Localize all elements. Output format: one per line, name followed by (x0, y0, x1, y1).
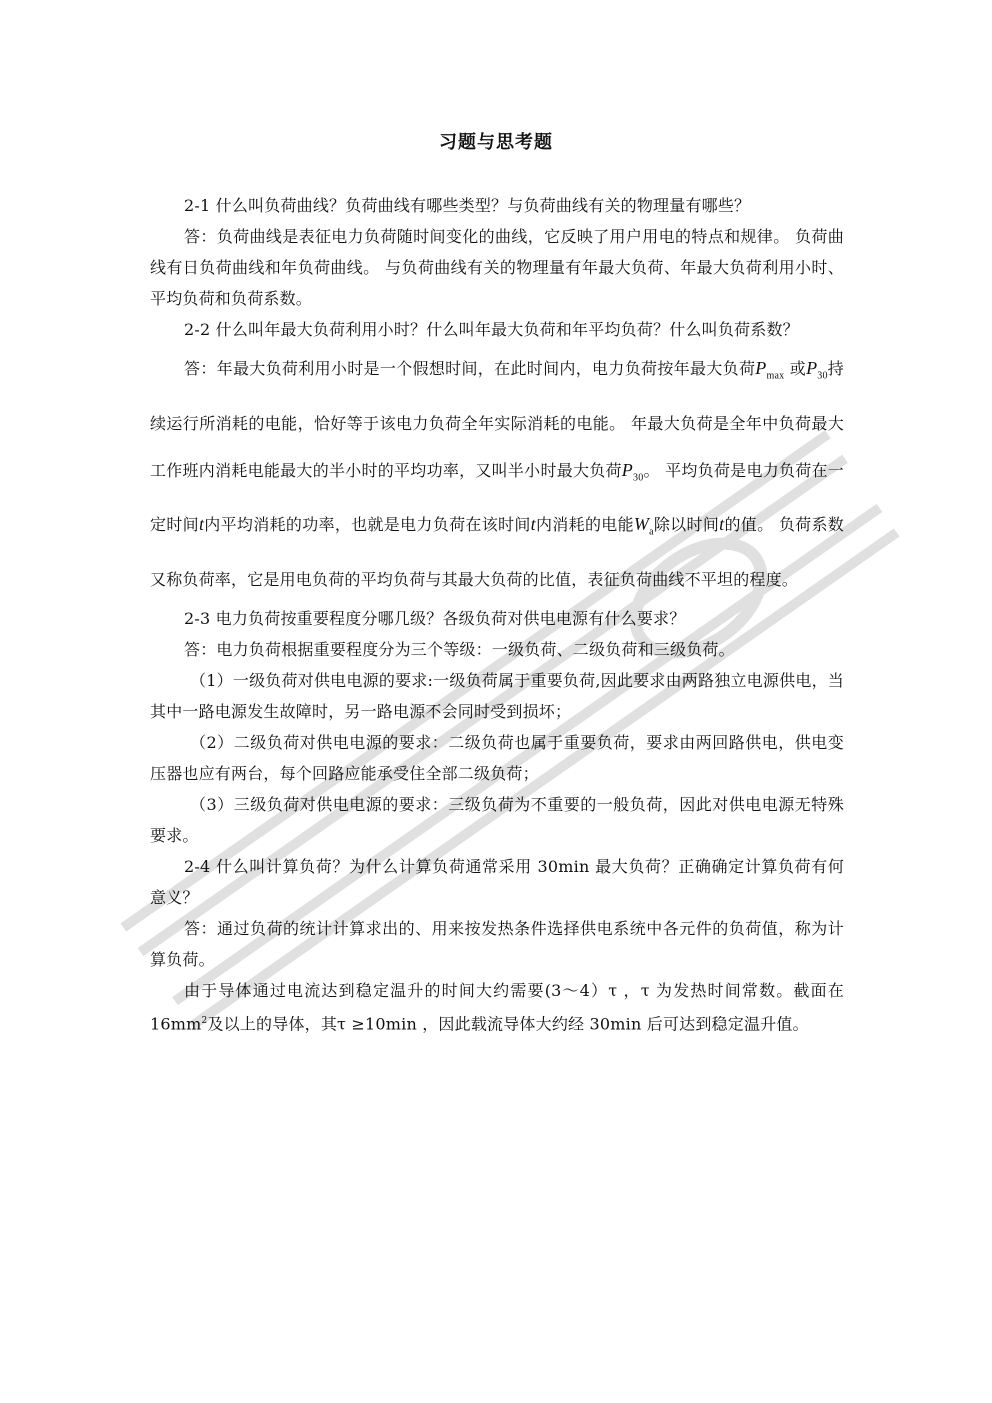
answer-2-3: 答：电力负荷根据重要程度分为三个等级：一级负荷、二级负荷和三级负荷。 (184, 639, 735, 659)
question-2-4: 2-4 什么叫计算负荷？为什么计算负荷通常采用 30min 最大负荷？正确确定计算负荷有何意义？ (150, 856, 844, 907)
wa-symbol: $W_a$ (633, 514, 654, 538)
pmax-symbol: $P_{max}$ (755, 358, 785, 382)
page-title: 习题与思考题 (439, 132, 553, 153)
question-2-3: 2-3 电力负荷按重要程度分哪几级？各级负荷对供电电源有什么要求？ (184, 608, 686, 628)
answer-2-3-item-2: （2）二级负荷对供电电源的要求：二级负荷也属于重要负荷，要求由两回路供电，供电变压器也应有两台，每个回路应能承受住全部二级负荷； (150, 732, 844, 783)
p30-symbol: $P_{30}$ (806, 358, 828, 382)
answer-2-3-item-3: （3）三级负荷对供电电源的要求：三级负荷为不重要的一般负荷，因此对供电电源无特殊要求。 (150, 794, 844, 845)
answer-2-4: 答：通过负荷的统计计算求出的、用来按发热条件选择供电系统中各元件的负荷值，称为计算负荷。 (150, 918, 844, 969)
question-2-2: 2-2 什么叫年最大负荷利用小时？什么叫年最大负荷和年平均负荷？什么叫负荷系数？ (184, 320, 799, 339)
answer-2-3-item-1: （1）一级负荷对供电电源的要求:一级负荷属于重要负荷,因此要求由两路独立电源供电，当其中一路电源发生故障时，另一路电源不会同时受到损坏； (150, 670, 844, 721)
answer-2-2: 答：年最大负荷利用小时是一个假想时间，在此时间内，电力负荷按年最大负荷$P_{max}$ 或$P_{30}$持续运行所消耗的电能，恰好等于该电力负荷全年实际消耗的电能。 年最大负荷是全年中负荷最大工作班内消耗电能最大的半小时的平均功率，又叫半小时最大负荷$P_{30}$。 平均负荷是电力负荷在一定时间t内平均消耗的功率，也就是电力负荷在该时间t内消耗的电能$W_a$除以时间t的值。 负荷系数又称负荷率，它是用电负荷的平均负荷与其最大负荷的比值，表征负荷曲线不平坦的程度。 (150, 358, 844, 589)
answer-2-1: 答：负荷曲线是表征电力负荷随时间变化的曲线，它反映了用户用电的特点和规律。 负荷曲线有日负荷曲线和年负荷曲线。 与负荷曲线有关的物理量有年最大负荷、年最大负荷利用小时、平均负荷和负荷系数。 (150, 227, 844, 308)
p30-symbol-2: $P_{30}$ (621, 459, 644, 484)
document-body (150, 190, 844, 1039)
answer-2-4-paragraph: 由于导体通过电流达到稳定温升的时间大约需要(3～4）τ ，τ 为发热时间常数。截面在 $16mm^2$及以上的导体，其τ ≥10min ，因此载流导体大约经 30min 后可达到稳定温升值。 (150, 980, 844, 1034)
question-2-1: 2-1 什么叫负荷曲线？负荷曲线有哪些类型？与负荷曲线有关的物理量有哪些？ (184, 196, 751, 215)
